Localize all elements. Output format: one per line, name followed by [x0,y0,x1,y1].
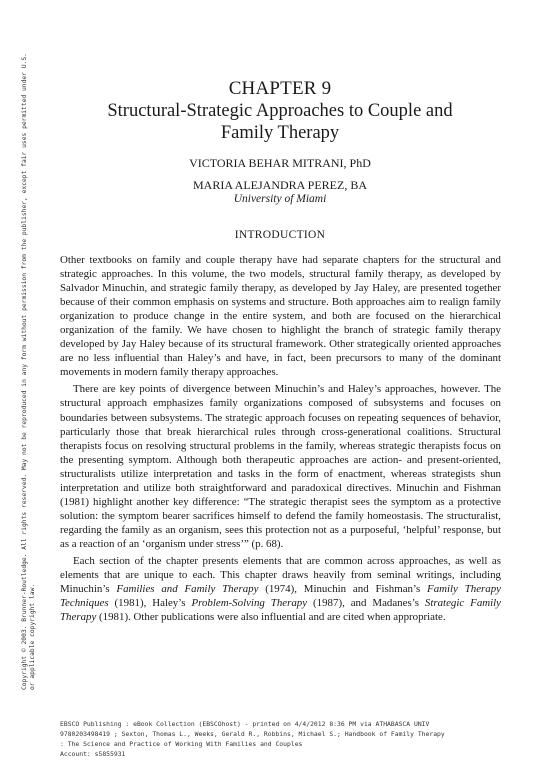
chapter-label: CHAPTER 9 [228,78,332,99]
section-heading: INTRODUCTION [234,229,326,241]
body-text [60,253,501,627]
chapter-header [60,78,500,206]
author-affiliation: University of Miami [233,193,327,205]
text-run: (1987), and Madanes’s [307,597,425,610]
copyright-notice-continued: or applicable copyright law. [29,583,36,690]
chapter-title-line-1: Structural-Strategic Approaches to Couple and [107,101,453,121]
copyright-notice: Copyright © 2003. Brunner-Routledge. All rights reserved. May not be reproduced in any form without permission from the publisher, except fair uses permitted under U.S. [21,53,28,690]
ebsco-footer [60,719,530,759]
author-name: VICTORIA BEHAR MITRANI, PhD [189,156,371,170]
paragraph: There are key points of divergence between Minuchin’s and Haley’s approaches, however. The structural approach emphasizes family organizations composed of subsystems and focuses on boundaries between subsystems. The strategic approach focuses on repeating sequences of behavior, particularly those that break hierarchical rules through cross-generational coalitions. Structural therapists focus on resolving structural problems in the family, whereas strategic therapists focus on the presenting symptom. Although both therapeutic approaches are action- and present-oriented, structuralists utilize interpretation and tasks in the form of enactment, whereas strategists shun interpretation and utilize both straightforward and paradoxical directives. Minuchin and Fishman (1981) highlight another key difference: “The strategic therapist sees the symptom as a protective solution: the symptom bearer sacrifices himself to defend the family homeostasis. The structuralist, regarding the family as an organism, sees this protection not as a purposeful, ‘helpful’ response, but as a reaction of an ‘organism under stress’” (p. 68). [60,383,501,550]
text-run: Each section of the chapter presents elements that are common across approaches, as well as elements that are unique to each. This chapter draws heavily from seminal writings, including Minuchin’s [60,554,501,596]
text-run: (1974), Minuchin and Fishman’s [258,583,428,596]
footer-line: : The Science and Practice of Working With Families and Couples [60,740,303,748]
footer-line: Account: s5855931 [60,750,126,758]
book-title: Families and Family Therapy [116,583,259,596]
footer-line: 9780203498419 ; Sexton, Thomas L., Weeks, Gerald R., Robbins, Michael S.; Handbook of Family Therapy [60,730,445,738]
text-run: (1981), Haley’s [108,597,192,610]
author-name: MARIA ALEJANDRA PEREZ, BA [192,178,368,192]
book-title: Strategic Family Therapy [60,597,502,624]
book-title: Problem-Solving Therapy [191,597,308,610]
paragraph: Other textbooks on family and couple therapy have had separate chapters for the structural and strategic approaches. In this volume, the two models, structural family therapy, as developed by Salvador Minuchin, and strategic family therapy, as developed by Jay Haley, are presented together because of their common emphasis on systems and structure. Both approaches aim to realign family organization to produce change in the entire system, and both are focused on the hierarchical organization of the family. We have chosen to highlight the branch of strategic family therapy developed by Jay Haley because of its structural framework. Other strategically oriented approaches are no less influential than Haley’s and have, in fact, been precursors to many of the dominant movements in modern family therapy approaches. [60,254,501,379]
copyright-margin [20,53,40,690]
paragraph [60,554,501,624]
chapter-title-line-2: Family Therapy [220,123,340,143]
book-title: Family Therapy Techniques [60,583,501,610]
text-run: (1981). Other publications were also influential and are cited when appropriate. [96,611,446,624]
footer-line: EBSCO Publishing : eBook Collection (EBSCOhost) - printed on 4/4/2012 8:36 PM via ATHABASCA UNIV [60,720,430,728]
